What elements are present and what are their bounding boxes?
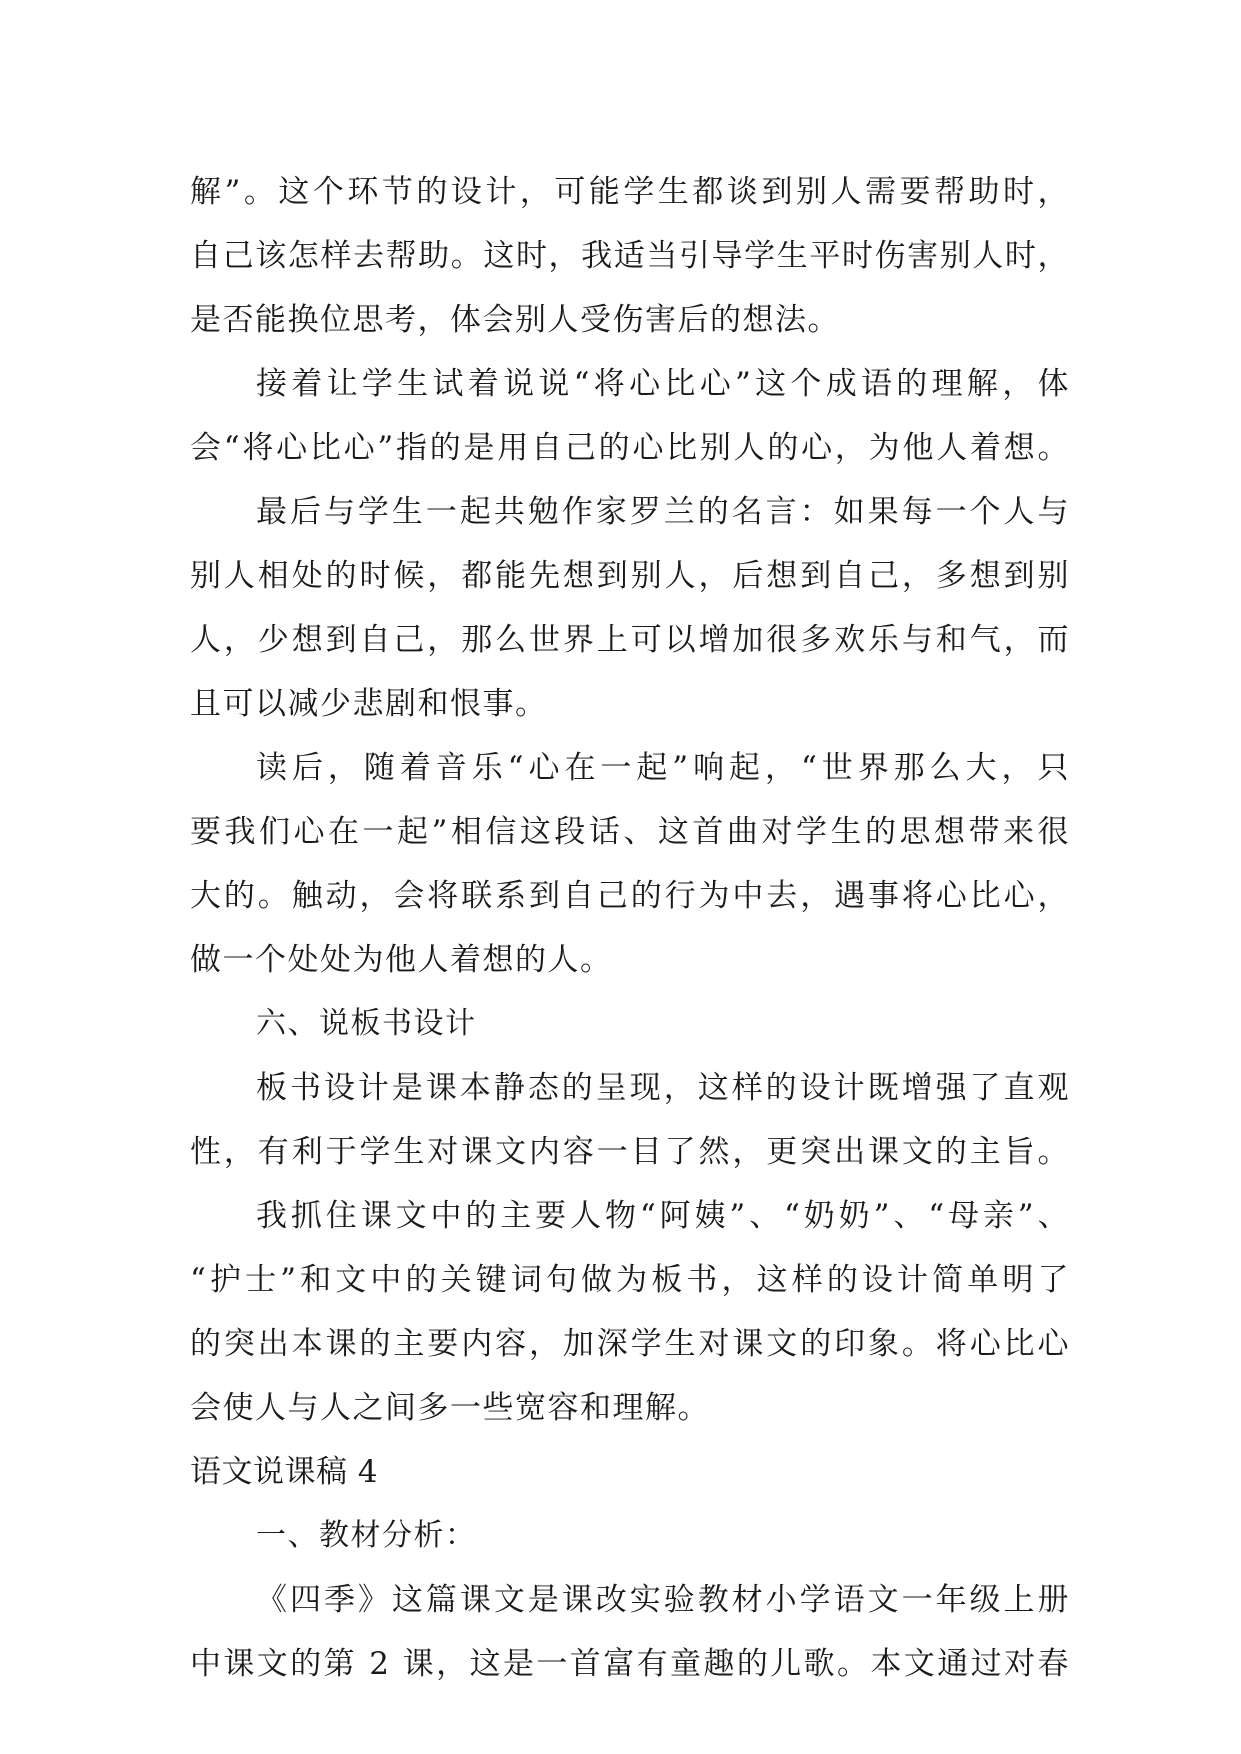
- paragraph-line: 性，有利于学生对课文内容一目了然，更突出课文的主旨。: [190, 1134, 1070, 1170]
- paragraph-line: 我抓住课文中的主要人物“阿姨”、“奶奶”、“母亲”、: [256, 1198, 1070, 1234]
- paragraph-line: 做一个处处为他人着想的人。: [190, 942, 613, 978]
- paragraph-line: 会“将心比心”指的是用自己的心比别人的心，为他人着想。: [190, 430, 1070, 466]
- paragraph-line: “护士”和文中的关键词句做为板书，这样的设计简单明了: [190, 1262, 1070, 1298]
- paragraph-line: 读后，随着音乐“心在一起”响起，“世界那么大，只: [256, 750, 1070, 786]
- paragraph-line: 《四季》这篇课文是课改实验教材小学语文一年级上册: [256, 1582, 1070, 1618]
- paragraph-line: 最后与学生一起共勉作家罗兰的名言：如果每一个人与: [256, 494, 1070, 530]
- paragraph-line: 是否能换位思考，体会别人受伤害后的想法。: [190, 302, 840, 338]
- paragraph-line: 要我们心在一起”相信这段话、这首曲对学生的思想带来很: [190, 814, 1070, 850]
- paragraph-line: 自己该怎样去帮助。这时，我适当引导学生平时伤害别人时，: [190, 238, 1070, 274]
- paragraph-line: 的突出本课的主要内容，加深学生对课文的印象。将心比心: [190, 1326, 1070, 1362]
- paragraph-line: 中课文的第 2 课，这是一首富有童趣的儿歌。本文通过对春: [190, 1646, 1070, 1682]
- paragraph-line: 解”。这个环节的设计，可能学生都谈到别人需要帮助时，: [190, 174, 1070, 210]
- paragraph-line: 会使人与人之间多一些宽容和理解。: [190, 1390, 710, 1426]
- paragraph-line: 板书设计是课本静态的呈现，这样的设计既增强了直观: [256, 1070, 1070, 1106]
- document-body: [190, 160, 1070, 1696]
- paragraph-line: 大的。触动，会将联系到自己的行为中去，遇事将心比心，: [190, 878, 1070, 914]
- document-title: 语文说课稿 4: [190, 1454, 379, 1490]
- section-heading: 六、说板书设计: [256, 1006, 477, 1041]
- paragraph-line: 且可以减少悲剧和恨事。: [190, 686, 548, 722]
- paragraph-line: 人，少想到自己，那么世界上可以增加很多欢乐与和气，而: [190, 622, 1070, 658]
- paragraph-line: 别人相处的时候，都能先想到别人，后想到自己，多想到别: [190, 558, 1070, 594]
- section-heading: 一、教材分析：: [256, 1518, 477, 1553]
- paragraph-line: 接着让学生试着说说“将心比心”这个成语的理解，体: [256, 366, 1070, 402]
